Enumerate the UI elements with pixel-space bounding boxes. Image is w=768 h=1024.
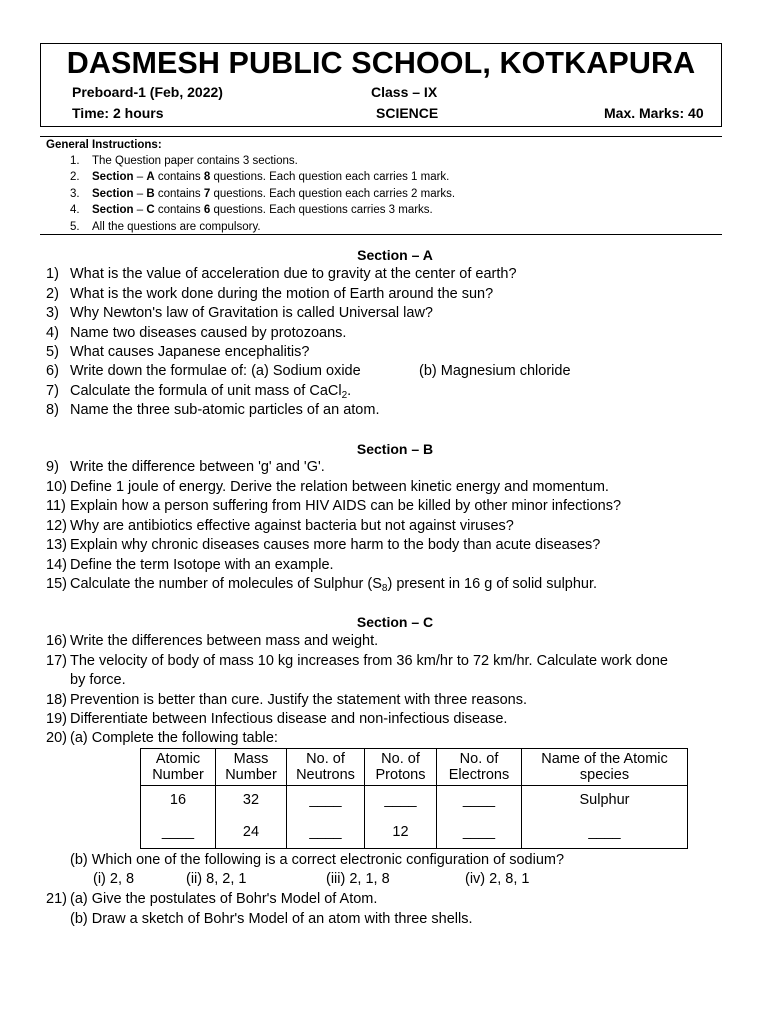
class-label: Class – IX [371,84,438,100]
question-text: Differentiate between Infectious disease and non-infectious disease. [70,711,508,727]
list-item [40,153,722,169]
question-text: What is the value of acceleration due to gravity at the center of earth? [70,266,517,282]
school-name: DASMESH PUBLIC SCHOOL, KOTKAPURA [66,46,696,80]
time-label: Time: 2 hours [72,105,164,121]
list-item [40,186,722,202]
bold-text: 8 [203,171,211,184]
text-part: . [347,382,352,399]
question-text: (a) Complete the following table: [70,730,278,746]
exam-name: Preboard-1 (Feb, 2022) [72,84,223,100]
question-text [70,382,351,403]
question-number: 17) [46,653,67,669]
question-number: 1) [46,266,59,282]
question-number: 20) [46,730,67,746]
text-part: – [133,204,147,217]
question-text-part-b: (b) Magnesium chloride [419,363,571,379]
item-text: All the questions are compulsory. [92,220,261,233]
text-part: Calculate the formula of unit mass of CaCl [70,382,342,399]
question-text: Define the term Isotope with an example. [70,556,334,573]
bold-text: A [146,171,155,184]
option-iv: (iv) 2, 8, 1 [465,871,530,887]
table-header-row [141,749,688,786]
divider [40,234,722,235]
question-text: Explain why chronic diseases causes more harm to the body than acute diseases? [70,537,601,553]
column-header [437,749,522,786]
text-part: contains [154,204,204,217]
bold-text: Section [92,171,134,184]
atomic-species-table [140,748,688,849]
column-header [522,749,688,786]
question-number: 11) [46,498,66,514]
header-line: Atomic [155,750,201,767]
table-cell [522,786,688,849]
question-text: Explain how a person suffering from HIV AIDS can be killed by other minor infections? [70,498,622,514]
table-row [141,786,688,849]
question-text: Write the differences between mass and weight. [70,633,379,649]
question-text: Why are antibiotics effective against bacteria but not against viruses? [70,517,514,534]
bold-text: Section [92,204,134,217]
question-number: 2) [46,285,59,302]
cell-value: 12 [392,823,409,840]
item-text: The Question paper contains 3 sections. [92,155,298,167]
question-text: by force. [70,672,126,688]
item-number: 3. [70,187,80,200]
list-item [40,219,722,235]
question-text: (b) Draw a sketch of Bohr's Model of an atom with three shells. [70,911,473,927]
column-header [141,749,216,786]
item-number: 5. [70,220,80,233]
question-text: What is the work done during the motion of Earth around the sun? [70,285,494,302]
subscript: 8 [381,583,388,594]
bold-text: B [146,187,155,200]
text-part: questions [210,171,263,184]
section-c-title: Section – C [356,614,434,630]
cell-value: ____ [384,792,417,808]
text-part: contains [154,171,204,184]
header-line: No. of [459,750,499,767]
header-line: No. of [306,750,345,767]
header-line: Neutrons [296,767,355,783]
column-header [287,749,365,786]
table-cell [287,786,365,849]
cell-value: Sulphur [579,792,630,808]
section-a-title: Section – A [357,247,433,263]
text-part: – [133,171,147,184]
bold-text: C [146,204,155,217]
question-text: (a) Give the postulates of Bohr's Model of Atom. [70,891,378,907]
text-part: . Each questions carries 3 marks. [262,204,433,217]
question-number: 19) [46,711,67,727]
question-text: What causes Japanese encephalitis? [70,344,310,360]
question-number: 10) [46,478,67,495]
header-line: Protons [375,767,426,783]
question-number: 21) [46,891,67,907]
subject-label: SCIENCE [376,105,439,121]
question-number: 6) [46,363,59,379]
question-text: The velocity of body of mass 10 kg increases from 36 km/hr to 72 km/hr. Calculate work done [70,653,668,669]
text-part: questions [210,204,263,217]
cell-value: 32 [242,792,260,808]
text-part: . Each question each carries 1 mark. [262,171,450,184]
header-line: No. of [381,750,420,767]
cell-value: ____ [462,792,496,808]
question-number: 7) [46,382,59,399]
question-text: Define 1 joule of energy. Derive the relation between kinetic energy and momentum. [70,478,609,495]
table-cell [365,786,437,849]
table-cell [141,786,216,849]
text-part: – [133,187,147,200]
instructions-list [40,153,722,235]
question-number: 9) [46,459,59,475]
header-line: Name of the Atomic [541,750,668,767]
column-header [365,749,437,786]
question-number: 5) [46,344,59,360]
cell-value: ____ [588,823,621,840]
question-number: 3) [46,305,59,321]
cell-value: 16 [169,792,187,808]
header-line: Number [152,767,204,783]
question-text: Name two diseases caused by protozoans. [70,324,347,341]
item-text [92,171,449,183]
bold-text: Section [92,187,134,200]
question-number: 12) [46,517,67,534]
text-part: contains [154,187,204,200]
question-number: 13) [46,537,67,553]
instructions-title: General Instructions: [46,139,162,151]
divider [40,136,722,137]
header-line: Mass [233,750,269,767]
item-number: 4. [70,204,80,217]
header-line: species [579,767,630,783]
option-iii: (iii) 2, 1, 8 [326,871,390,887]
question-text [70,575,597,596]
item-text [92,188,455,200]
list-item [40,202,722,218]
table-cell [216,786,287,849]
section-b-title: Section – B [356,441,434,457]
general-instructions [40,136,722,235]
question-text: Write the difference between 'g' and 'G'. [70,459,325,475]
column-header [216,749,287,786]
question-number: 8) [46,402,59,418]
bold-text: 6 [203,204,211,217]
cell-value: ____ [161,823,195,840]
option-i: (i) 2, 8 [93,871,135,887]
max-marks-label: Max. Marks: 40 [604,105,704,121]
table-cell [437,786,522,849]
question-number: 16) [46,633,67,649]
subscript: 2 [341,389,348,401]
text-part: . Each question each carries 2 marks. [262,187,456,200]
item-number: 2. [70,171,80,184]
list-item [40,169,722,185]
text-part: Calculate the number of molecules of Sulphur (S [70,576,382,592]
question-number: 14) [46,556,67,573]
header-line: Electrons [448,767,510,783]
question-text: Name the three sub-atomic particles of an atom. [70,402,380,418]
question-number: 18) [46,691,67,708]
cell-value: ____ [309,792,342,808]
question-text: Prevention is better than cure. Justify the statement with three reasons. [70,691,527,708]
text-part: ) present in 16 g of solid sulphur. [387,576,598,592]
question-text: Write down the formulae of: (a) Sodium oxide [70,363,361,379]
question-text: Why Newton's law of Gravitation is called Universal law? [70,305,433,321]
cell-value: ____ [462,823,496,840]
cell-value: 24 [242,823,260,840]
header-line: Number [225,767,277,783]
bold-text: 7 [203,187,211,200]
question-number: 4) [46,324,59,341]
question-number: 15) [46,576,67,592]
cell-value: ____ [309,823,342,840]
item-number: 1. [70,155,80,167]
text-part: questions [210,187,263,200]
item-text [92,204,433,216]
question-text: (b) Which one of the following is a correct electronic configuration of sodium? [70,852,565,868]
option-ii: (ii) 8, 2, 1 [186,871,247,887]
header-box [40,43,722,127]
